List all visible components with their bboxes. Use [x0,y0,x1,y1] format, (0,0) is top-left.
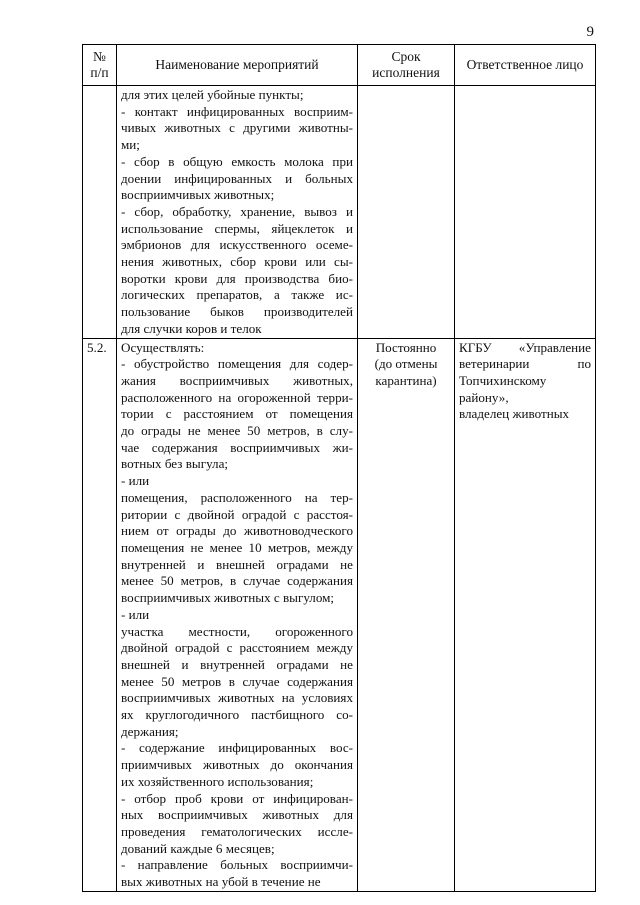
text-line: приимчивых животных до окончания [121,757,353,773]
text-line: воротки крови для производства био- [121,270,353,286]
text-line: вых животных на убой в течение не [121,874,321,890]
text-line: двойной оградой с расстоянием между [121,640,353,656]
text-line: - содержание инфицированных вос- [121,740,353,756]
text-line: жания восприимчивых животных, [121,372,353,388]
text-line: пользование быков производителей [121,304,353,320]
text-line: менее 50 метров, в случае содержания [121,573,353,589]
measure-description [117,86,358,339]
text-line: до ограды не менее 50 метров, в слу- [121,423,353,439]
text-line: восприимчивых животных с выгулом; [121,590,335,606]
responsible-line: владелец животных [459,406,570,422]
text-line: ных восприимчивых животных для [121,807,353,823]
text-line: - сбор в общую емкость молока при [121,153,353,169]
text-line: участка местности, огороженного [121,623,353,639]
responsible-line: району», [459,389,509,405]
text-line: восприимчивых животных на условиях [121,690,353,706]
text-line: для случки коров и телок [121,320,262,336]
text-line: внешней и внутренней оградами не [121,656,353,672]
responsible-cell [455,338,596,891]
text-line: - или [121,473,150,489]
table-row [83,86,596,339]
deadline-line: Постоянно [375,339,437,355]
text-line: эмбрионов для искусственного осеме- [121,237,353,253]
text-line: использование спермы, яйцеклеток и [121,220,353,236]
text-line: вотных без выгула; [121,456,229,472]
text-line: логических препаратов, а также ис- [121,287,353,303]
measure-description [117,338,358,891]
text-line: - сбор, обработку, хранение, вывоз и [121,203,353,219]
text-line: чивых животных с другими животны- [121,120,353,136]
text-line: ях круглогодичного пастбищного со- [121,707,353,723]
text-line: расположенного на огороженной терри- [121,389,353,405]
text-line: восприимчивых животных; [121,187,275,203]
text-line: - контакт инфицированных восприим- [121,103,353,119]
text-line: дований каждые 6 месяцев; [121,840,275,856]
row-number [83,86,117,339]
page-number: 9 [586,24,594,40]
text-line: помещения не менее 10 метров, между [121,539,353,555]
text-line: проведения гематологических иссле- [121,823,353,839]
text-line: нения животных, сбор крови или сы- [121,254,353,270]
text-line: ритории с двойной оградой с расстоя- [121,506,353,522]
deadline-cell [358,86,455,339]
row-number: 5.2. [83,338,117,891]
text-line: для этих целей убойные пункты; [121,87,304,102]
text-line: - обустройство помещения для содер- [121,356,353,372]
text-line: менее 50 метров в случае содержания [121,673,353,689]
text-line: держания; [121,723,179,739]
table-header-row [83,45,596,86]
table-row [83,338,596,891]
text-line: ми; [121,137,140,153]
responsible-cell [455,86,596,339]
responsible-line: Топчихинскому [459,372,547,388]
text-line: их хозяйственного использования; [121,773,314,789]
text-line: тории с расстоянием от помещения [121,406,353,422]
text-line: доении инфицированных и больных [121,170,353,186]
header-deadline: Срок исполнения [358,45,455,86]
responsible-line: КГБУ «Управление [459,339,591,355]
text-line: нием от ограды до животноводческого [121,523,353,539]
header-responsible: Ответственное лицо [455,45,596,86]
deadline-line: карантина) [375,372,437,388]
text-line: - или [121,606,150,622]
deadline-line: (до отмены [374,356,438,372]
header-name: Наименование мероприятий [117,45,358,86]
text-line: помещения, расположенного на тер- [121,489,353,505]
measures-table [82,44,596,892]
deadline-cell [358,338,455,891]
responsible-line: ветеринарии по [459,356,591,372]
text-line: Осуществлять: [121,339,205,355]
text-line: чае содержания восприимчивых жи- [121,439,353,455]
text-line: внутренней и внешней оградами не [121,556,353,572]
text-line: - направление больных восприимчи- [121,857,353,873]
text-line: - отбор проб крови от инфицирован- [121,790,353,806]
header-num: № п/п [83,45,117,86]
